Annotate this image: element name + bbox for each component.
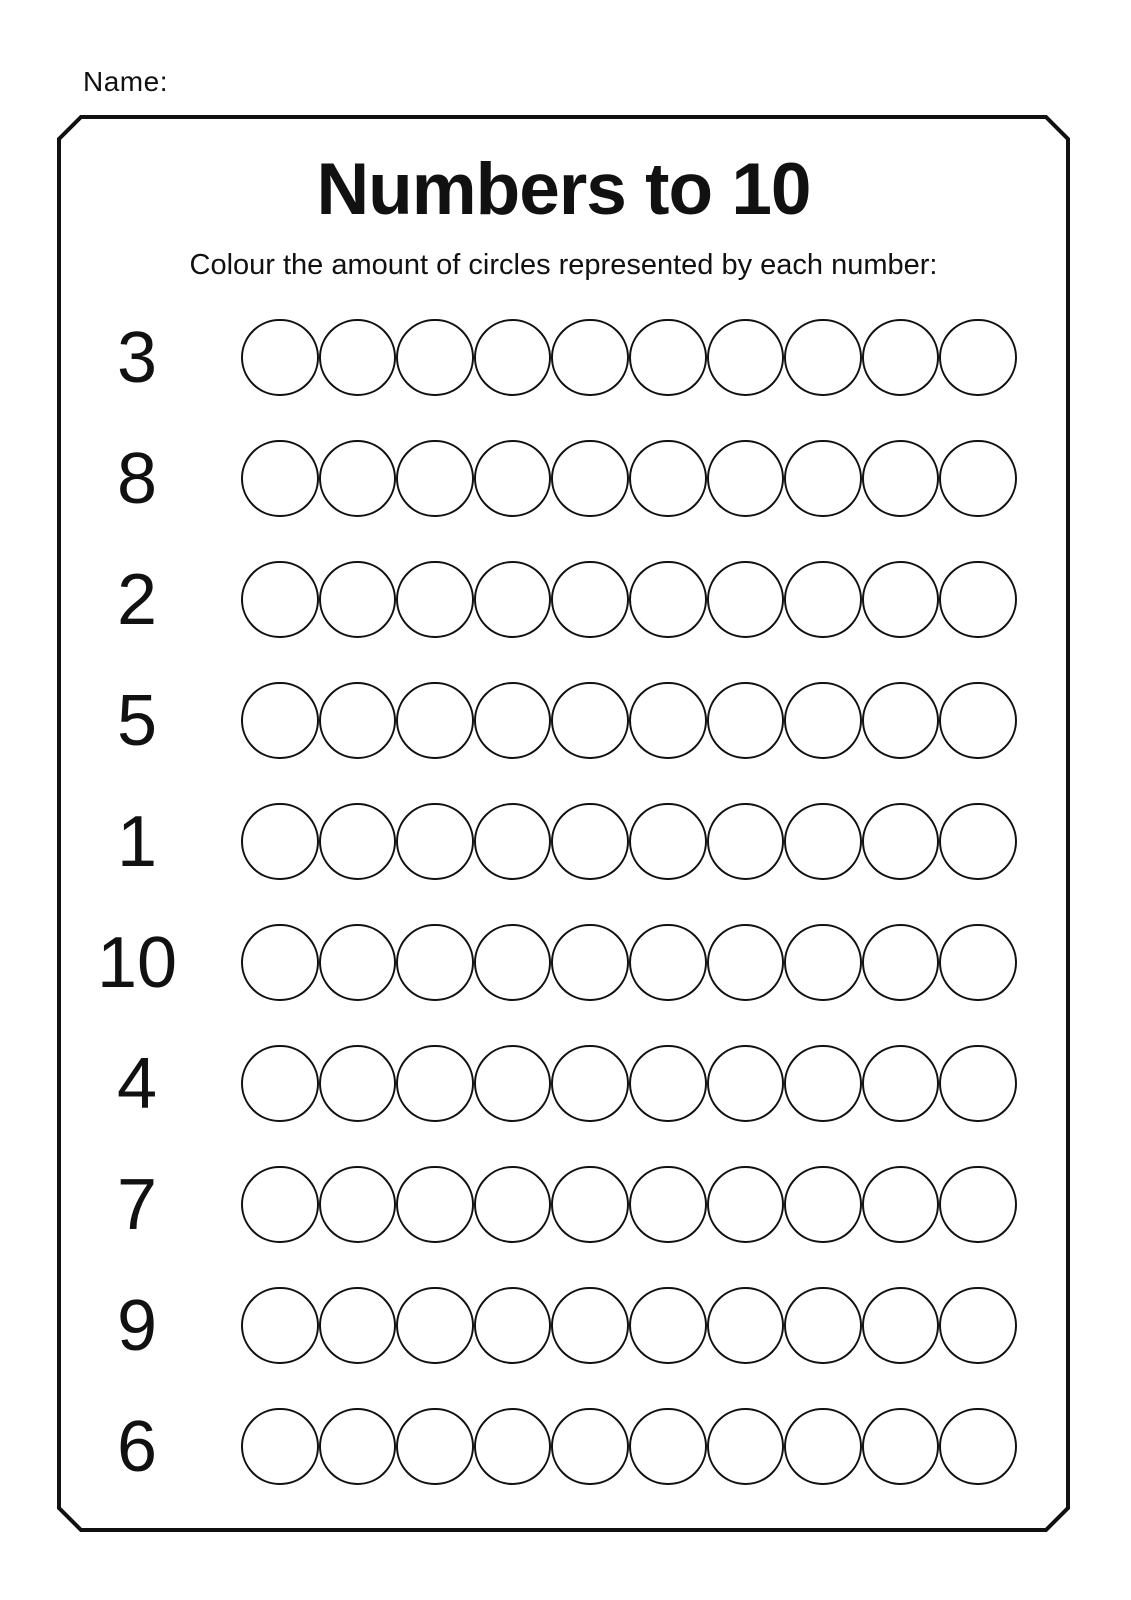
colorable-circle[interactable] [707, 1166, 785, 1244]
colorable-circle[interactable] [784, 682, 862, 760]
colorable-circle[interactable] [862, 561, 940, 639]
circle-group [241, 1287, 1017, 1365]
row-number-label: 2 [116, 559, 158, 640]
colorable-circle[interactable] [241, 1166, 319, 1244]
colorable-circle[interactable] [862, 924, 940, 1002]
colorable-circle[interactable] [551, 440, 629, 518]
colorable-circle[interactable] [396, 319, 474, 397]
colorable-circle[interactable] [707, 1287, 785, 1365]
row-number-label: 6 [116, 1406, 158, 1487]
colorable-circle[interactable] [474, 1166, 552, 1244]
colorable-circle[interactable] [241, 1408, 319, 1486]
name-label: Name: [83, 66, 168, 97]
colorable-circle[interactable] [939, 1408, 1017, 1486]
rows-container [57, 297, 1070, 1507]
number-row [57, 1144, 1070, 1265]
colorable-circle[interactable] [939, 440, 1017, 518]
number-row [57, 1023, 1070, 1144]
colorable-circle[interactable] [784, 1408, 862, 1486]
colorable-circle[interactable] [784, 803, 862, 881]
colorable-circle[interactable] [319, 561, 397, 639]
colorable-circle[interactable] [396, 803, 474, 881]
colorable-circle[interactable] [319, 803, 397, 881]
colorable-circle[interactable] [551, 1045, 629, 1123]
colorable-circle[interactable] [396, 924, 474, 1002]
row-number-label: 4 [116, 1043, 158, 1124]
colorable-circle[interactable] [629, 924, 707, 1002]
colorable-circle[interactable] [241, 1287, 319, 1365]
colorable-circle[interactable] [474, 319, 552, 397]
colorable-circle[interactable] [474, 1045, 552, 1123]
colorable-circle[interactable] [939, 319, 1017, 397]
row-number-label: 9 [116, 1285, 158, 1366]
colorable-circle[interactable] [629, 319, 707, 397]
number-row [57, 902, 1070, 1023]
row-number-label: 8 [116, 438, 158, 519]
colorable-circle[interactable] [319, 1408, 397, 1486]
colorable-circle[interactable] [862, 682, 940, 760]
worksheet-panel [57, 115, 1070, 1532]
colorable-circle[interactable] [396, 561, 474, 639]
colorable-circle[interactable] [707, 924, 785, 1002]
colorable-circle[interactable] [474, 440, 552, 518]
colorable-circle[interactable] [396, 1166, 474, 1244]
colorable-circle[interactable] [474, 924, 552, 1002]
colorable-circle[interactable] [241, 319, 319, 397]
colorable-circle[interactable] [551, 1287, 629, 1365]
number-row [57, 1265, 1070, 1386]
colorable-circle[interactable] [551, 803, 629, 881]
colorable-circle[interactable] [862, 803, 940, 881]
colorable-circle[interactable] [707, 1045, 785, 1123]
colorable-circle[interactable] [939, 561, 1017, 639]
colorable-circle[interactable] [319, 1287, 397, 1365]
colorable-circle[interactable] [474, 1408, 552, 1486]
row-number-label: 10 [96, 922, 178, 1003]
colorable-circle[interactable] [862, 1166, 940, 1244]
colorable-circle[interactable] [551, 682, 629, 760]
colorable-circle[interactable] [707, 682, 785, 760]
colorable-circle[interactable] [939, 682, 1017, 760]
colorable-circle[interactable] [319, 440, 397, 518]
circle-group [241, 682, 1017, 760]
colorable-circle[interactable] [784, 924, 862, 1002]
colorable-circle[interactable] [629, 803, 707, 881]
colorable-circle[interactable] [319, 1166, 397, 1244]
colorable-circle[interactable] [319, 682, 397, 760]
colorable-circle[interactable] [707, 440, 785, 518]
colorable-circle[interactable] [862, 440, 940, 518]
number-row [57, 781, 1070, 902]
colorable-circle[interactable] [474, 1287, 552, 1365]
number-row [57, 660, 1070, 781]
circle-group [241, 440, 1017, 518]
circle-group [241, 924, 1017, 1002]
row-number-label: 5 [116, 680, 158, 761]
colorable-circle[interactable] [939, 924, 1017, 1002]
circle-group [241, 1045, 1017, 1123]
colorable-circle[interactable] [784, 440, 862, 518]
circle-group [241, 1408, 1017, 1486]
number-row [57, 1386, 1070, 1507]
row-number-label: 7 [116, 1164, 158, 1245]
colorable-circle[interactable] [939, 1166, 1017, 1244]
row-number-label: 3 [116, 317, 158, 398]
number-row [57, 297, 1070, 418]
colorable-circle[interactable] [396, 682, 474, 760]
colorable-circle[interactable] [551, 561, 629, 639]
colorable-circle[interactable] [241, 924, 319, 1002]
colorable-circle[interactable] [319, 924, 397, 1002]
colorable-circle[interactable] [474, 682, 552, 760]
colorable-circle[interactable] [707, 319, 785, 397]
colorable-circle[interactable] [862, 1045, 940, 1123]
colorable-circle[interactable] [629, 1045, 707, 1123]
colorable-circle[interactable] [241, 803, 319, 881]
colorable-circle[interactable] [396, 1045, 474, 1123]
number-row [57, 539, 1070, 660]
colorable-circle[interactable] [474, 561, 552, 639]
colorable-circle[interactable] [707, 561, 785, 639]
colorable-circle[interactable] [241, 682, 319, 760]
colorable-circle[interactable] [939, 1045, 1017, 1123]
colorable-circle[interactable] [551, 319, 629, 397]
colorable-circle[interactable] [784, 561, 862, 639]
colorable-circle[interactable] [784, 1166, 862, 1244]
circle-group [241, 803, 1017, 881]
colorable-circle[interactable] [862, 1287, 940, 1365]
colorable-circle[interactable] [551, 1408, 629, 1486]
colorable-circle[interactable] [319, 1045, 397, 1123]
colorable-circle[interactable] [551, 924, 629, 1002]
colorable-circle[interactable] [707, 1408, 785, 1486]
colorable-circle[interactable] [784, 1045, 862, 1123]
colorable-circle[interactable] [784, 1287, 862, 1365]
colorable-circle[interactable] [707, 803, 785, 881]
worksheet-title: Numbers to 10 [316, 149, 811, 230]
colorable-circle[interactable] [784, 319, 862, 397]
circle-group [241, 319, 1017, 397]
circle-group [241, 561, 1017, 639]
colorable-circle[interactable] [396, 1287, 474, 1365]
colorable-circle[interactable] [939, 1287, 1017, 1365]
colorable-circle[interactable] [629, 1166, 707, 1244]
worksheet-instructions: Colour the amount of circles represented by each number: [189, 249, 938, 281]
circle-group [241, 1166, 1017, 1244]
row-number-label: 1 [116, 801, 158, 882]
colorable-circle[interactable] [629, 440, 707, 518]
colorable-circle[interactable] [396, 440, 474, 518]
colorable-circle[interactable] [241, 1045, 319, 1123]
colorable-circle[interactable] [629, 682, 707, 760]
colorable-circle[interactable] [396, 1408, 474, 1486]
colorable-circle[interactable] [241, 561, 319, 639]
number-row [57, 418, 1070, 539]
colorable-circle[interactable] [319, 319, 397, 397]
colorable-circle[interactable] [629, 1287, 707, 1365]
colorable-circle[interactable] [474, 803, 552, 881]
colorable-circle[interactable] [629, 1408, 707, 1486]
colorable-circle[interactable] [629, 561, 707, 639]
colorable-circle[interactable] [862, 319, 940, 397]
colorable-circle[interactable] [862, 1408, 940, 1486]
colorable-circle[interactable] [939, 803, 1017, 881]
colorable-circle[interactable] [551, 1166, 629, 1244]
colorable-circle[interactable] [241, 440, 319, 518]
